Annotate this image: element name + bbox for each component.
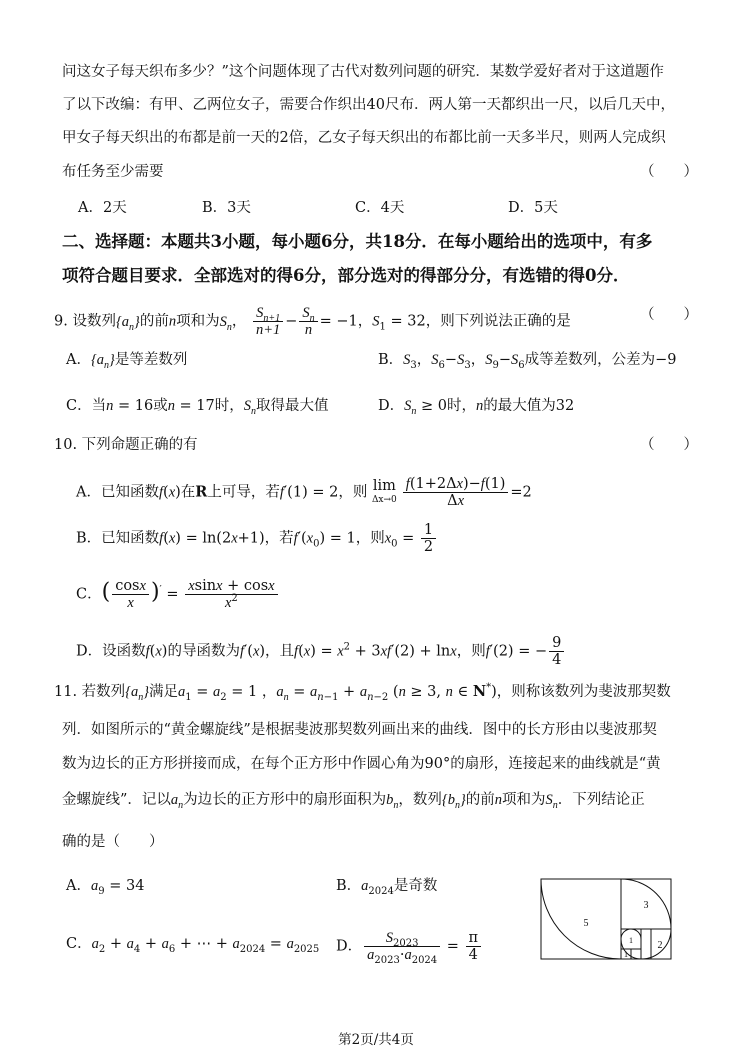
q11-option-a: A．$a_9 = 34$ bbox=[66, 878, 145, 897]
q11-line-3: 数为边长的正方形拼接而成，在每个正方形中作圆心角为90°的扇形，连接起来的曲线就是“黄 bbox=[62, 756, 661, 772]
golden-spiral-figure bbox=[540, 878, 674, 962]
q9-number: 9. bbox=[54, 313, 68, 330]
q8-option-a: A．2天 bbox=[78, 200, 127, 216]
q11-line-1: 11. 若数列$\{a_n\}$满足$a_1 = a_2 = 1$ ，$a_n = a_{n-1} + a_{n-2}$ (n ≥ 3, n ∈ N*)，则称该数列为斐波那契数 bbox=[54, 682, 671, 703]
q10-option-a: A．已知函数f(x)在R上可导，若f′(1) = 2，则 lim Δx→0 $\frac{f(1+2\Delta x)-f(1)}{\Delta x}$ =2 bbox=[76, 476, 532, 509]
q10-option-b: B．已知函数f(x) = ln(2x+1)，若$f'(x_0) = 1$，则$x_0$ = $\frac{1}{2}$ bbox=[76, 522, 438, 555]
q9-option-c: C．当n = 16或n = 17时，$S_n$取得最大值 bbox=[66, 398, 329, 417]
q8-line-1: 问这女子每天织布多少？”这个问题体现了古代对数列问题的研究．某数学爱好者对于这道题作 bbox=[62, 64, 664, 80]
q8-line-2: 了以下改编：有甲、乙两位女子，需要合作织出40尺布．两人第一天都织出一尺，以后几天中， bbox=[62, 97, 675, 113]
q9-stem: 9. 设数列$\{a_n\}$的前n项和为$S_n$， $\frac{S_{n+1}}{n+1}$ − $\frac{S_n}{n}$ = −1，$S_1 = 32$，则下列说法正确的是 bbox=[54, 305, 571, 338]
square-label-3: 3 bbox=[643, 900, 649, 911]
q9-option-a: A．$\{a_n\}$是等差数列 bbox=[66, 352, 188, 371]
page-footer: 第2页/共4页 bbox=[338, 1032, 414, 1048]
q9-option-d: D．$S_n \ge 0$时，n的最大值为32 bbox=[378, 398, 575, 417]
q11-line-5: 确的是（ ） bbox=[62, 834, 164, 850]
q8-line-4: 布任务至少需要 bbox=[62, 164, 164, 180]
q8-answer-paren: （ ） bbox=[640, 164, 698, 180]
section2-heading-1: 二、选择题：本题共3小题，每小题6分，共18分．在每小题给出的选项中，有多 bbox=[62, 232, 653, 251]
square-label-1a: 1 bbox=[629, 936, 633, 945]
q8-option-d: D．5天 bbox=[508, 200, 558, 216]
q8-option-b: B．3天 bbox=[202, 200, 251, 216]
q9-answer-paren: （ ） bbox=[640, 307, 698, 323]
q9-option-b: B．$S_3$，$S_6-S_3$，$S_9-S_6$成等差数列，公差为−9 bbox=[378, 352, 677, 371]
square-label-5: 5 bbox=[583, 918, 589, 929]
q10-answer-paren: （ ） bbox=[640, 437, 698, 453]
q10-number: 10. bbox=[54, 437, 78, 453]
q11-number: 11. bbox=[54, 684, 78, 700]
square-label-2: 2 bbox=[657, 940, 663, 951]
q8-option-c: C．4天 bbox=[355, 200, 405, 216]
q8-line-3: 甲女子每天织出的布都是前一天的2倍，乙女子每天织出的布都比前一天多半尺，则两人完成织 bbox=[62, 130, 666, 146]
q10-stem: 10. 下列命题正确的有 bbox=[54, 437, 198, 453]
q11-line-2: 列．如图所示的“黄金螺旋线”是根据斐波那契数列画出来的曲线．图中的长方形由以斐波那契 bbox=[62, 722, 657, 738]
q11-option-b: B．$a_{2024}$是奇数 bbox=[336, 878, 438, 897]
square-label-1b: 1 bbox=[624, 950, 628, 959]
q10-option-c: C．( $\frac{\cos x}{x}$ )′ = $\frac{xsinx + \cos x}{x^2}$ bbox=[76, 578, 280, 611]
q11-option-c: C．$a_2 + a_4 + a_6$ + ⋯ + $a_{2024} = a_{2025}$ bbox=[66, 936, 320, 955]
q11-option-d: D． $\frac{S_{2023}}{a_{2023}\cdot a_{2024}}$ = $\frac{\pi}{4}$ bbox=[336, 930, 483, 963]
q10-option-d: D．设函数f(x)的导函数为f′(x)，且$f(x) = x^2 + 3xf'(2) + \ln x$，则f′(2) = − $\frac{9}{4}$ bbox=[76, 635, 566, 668]
q11-line-4: 金螺旋线”．记以$a_n$为边长的正方形中的扇形面积为$b_n$，数列$\{b_n\}$的前n项和为$S_n$．下列结论正 bbox=[62, 792, 645, 811]
section2-heading-2: 项符合题目要求．全部选对的得6分，部分选对的得部分分，有选错的得0分． bbox=[62, 266, 630, 285]
